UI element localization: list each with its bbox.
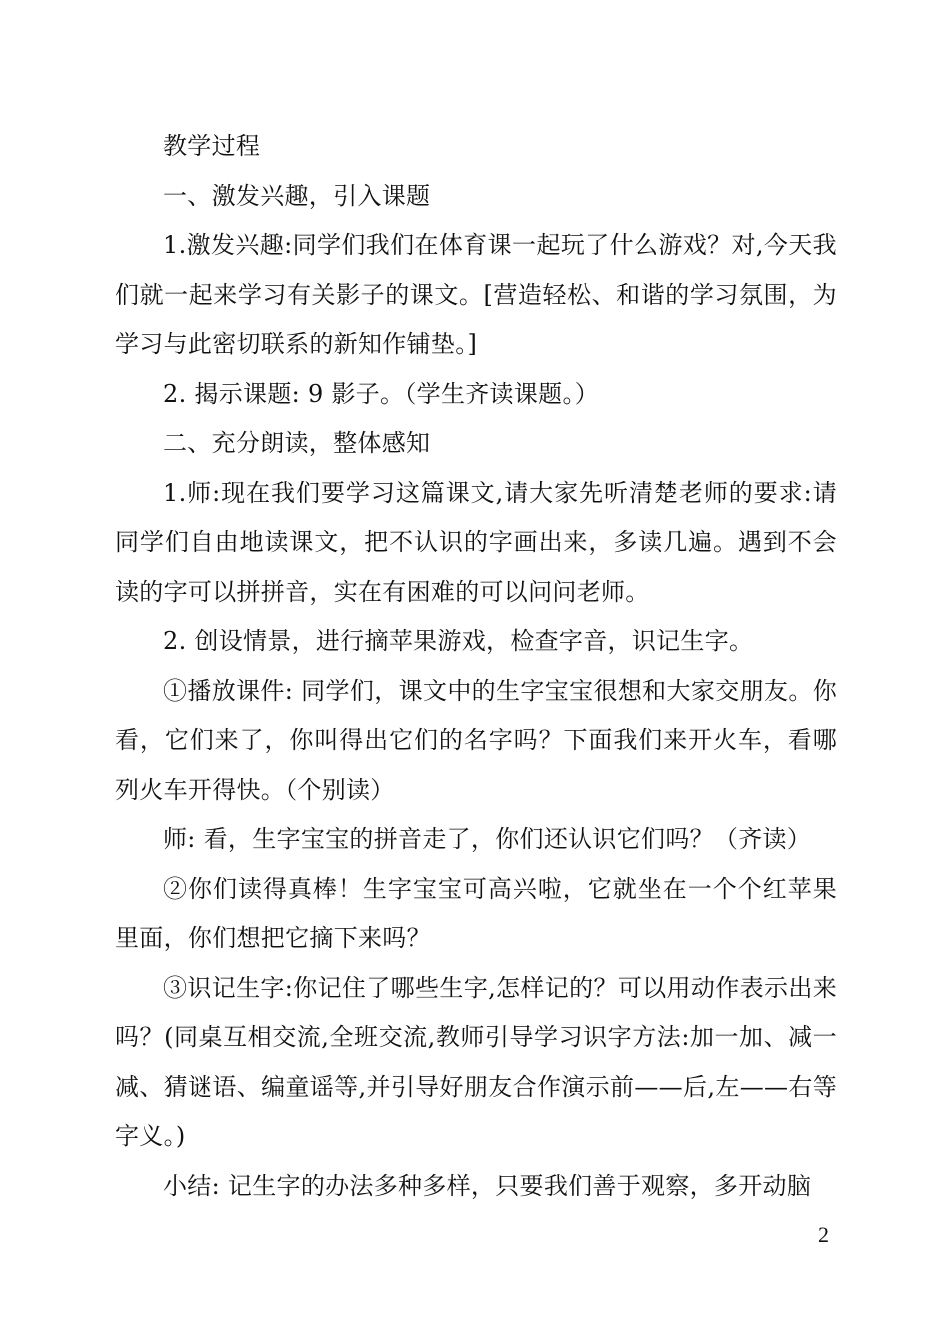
paragraph-item: ①播放课件: 同学们，课文中的生字宝宝很想和大家交朋友。你看，它们来了，你叫得出它们的名字吗？下面我们来开火车，看哪列火车开得快。（个别读） bbox=[115, 676, 837, 804]
paragraph-item: 2. 创设情景，进行摘苹果游戏，检查字音，识记生字。 bbox=[163, 627, 754, 655]
paragraph-item: 2. 揭示课题: 9 影子。（学生齐读课题。） bbox=[163, 379, 600, 408]
paragraph-item: 1.师:现在我们要学习这篇课文,请大家先听清楚老师的要求:请同学们自由地读课文，把不认识的字画出来，多读几遍。遇到不会读的字可以拼拼音，实在有困难的可以问问老师。 bbox=[115, 478, 837, 606]
paragraph-heading-process: 教学过程 bbox=[163, 132, 261, 160]
paragraph-item: ③识记生字:你记住了哪些生字,怎样记的？可以用动作表示出来吗？(同桌互相交流,全班交流,教师引导学习识字方法:加一加、减一减、猜谜语、编童谣等,并引导好朋友合作演示前——后,左——右等字义。) bbox=[115, 973, 837, 1150]
paragraph-summary: 小结: 记生字的办法多种多样，只要我们善于观察，多开动脑 bbox=[163, 1171, 812, 1200]
paragraph-item: 1.激发兴趣:同学们我们在体育课一起玩了什么游戏？对,今天我们就一起来学习有关影子的课文。[营造轻松、和谐的学习氛围，为学习与此密切联系的新知作铺垫。] bbox=[115, 231, 837, 358]
page-number: 2 bbox=[818, 1222, 829, 1247]
paragraph-item: ②你们读得真棒！生字宝宝可高兴啦，它就坐在一个个红苹果里面，你们想把它摘下来吗？ bbox=[115, 874, 837, 952]
document-body bbox=[115, 122, 837, 1211]
paragraph-item: 师: 看，生字宝宝的拼音走了，你们还认识它们吗？（齐读） bbox=[163, 825, 812, 853]
paragraph-section-two: 二、充分朗读，整体感知 bbox=[163, 429, 431, 457]
paragraph-section-one: 一、激发兴趣，引入课题 bbox=[163, 181, 431, 210]
